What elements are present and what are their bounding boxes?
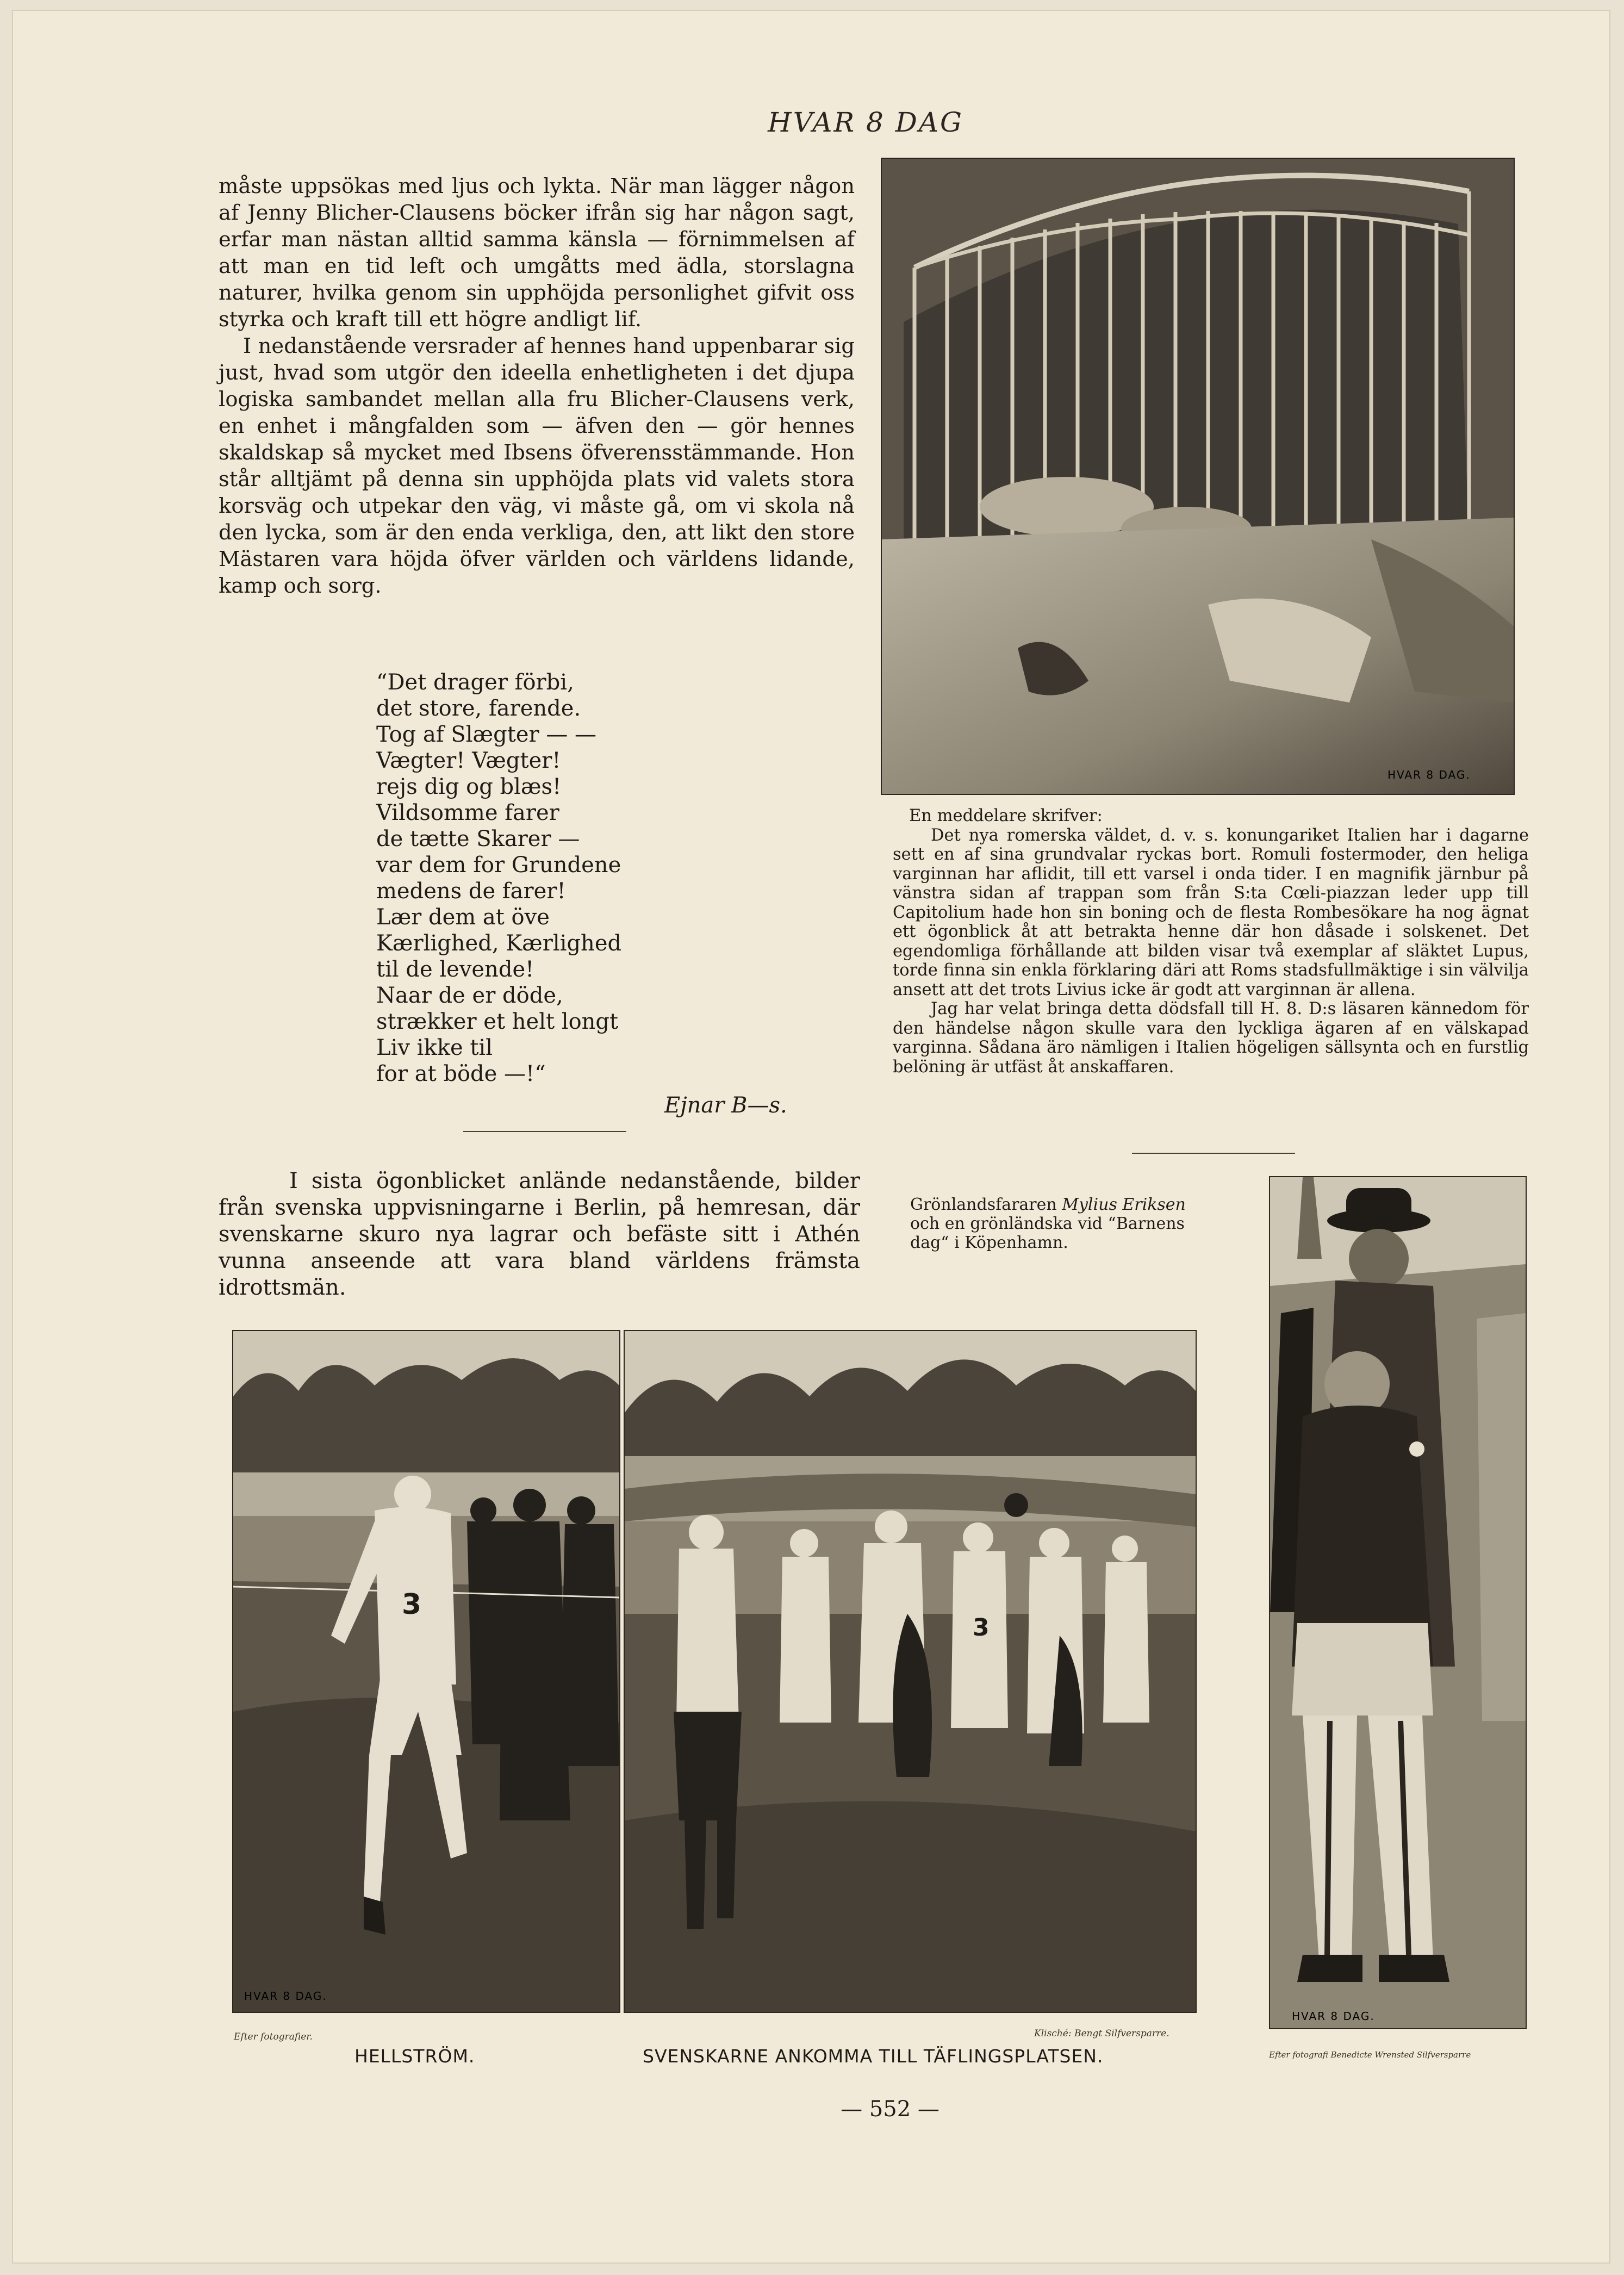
greenland-photo-watermark: HVAR 8 DAG. [1292,2010,1375,2023]
poem-line: for at böde —!“ [376,1061,546,1086]
running-head: HVAR 8 DAG [768,107,963,138]
photo-wolf-cage [881,158,1515,795]
poem-line: til de levende! [376,957,534,982]
svenskarne-illustration [625,1331,1196,2012]
caption-hellstrom: HELLSTRÖM. [354,2046,475,2067]
article-text [219,173,855,599]
letter-text [893,806,1529,1077]
greenland-illustration [1270,1177,1526,2028]
poem-line: Lær dem at öve [376,905,550,930]
poem-line: “Det drager förbi, [376,670,574,695]
article-paragraph: I nedanstående versrader af hennes hand uppenbarar sig just, hvad som utgör den ideella enhetligheten i det djupa logiska sambandet mellan alla fru Blicher-Clausens verk, en enhet i mångfalden som — äfven den — gör hennes skaldskap så mycket med Ibsens öfverensstämmande. Hon står alltjämt på denna sin upphöjda plats vid valets stora korsväg och utpekar den väg, vi måste gå, om vi skola nå den lycka, som är den enda verkliga, den, att likt den store Mästaren vara höjda öfver världen och världens lidande, kamp och sorg. [219,334,855,598]
poem-signature: Ejnar B—s. [664,1093,787,1118]
poem-line: Tog af Slægter — — [376,722,597,747]
poem-line: rejs dig og blæs! [376,774,562,799]
poem-line: strækker et helt longt [376,1009,619,1034]
lead-note: I sista ögonblicket anlände nedanstående, bilder från svenska uppvisningarne i Berlin, på hemresan, där svenskarne skuro nya lagrar och befäste sitt i Athén vunna anseende att vara bland världens främsta idrottsmän. [219,1168,860,1300]
photo-credit-left: Efter fotografier. [234,2031,313,2042]
letter-intro: En meddelare skrifver: [909,806,1103,825]
hellstrom-photo-watermark: HVAR 8 DAG. [244,1990,327,2003]
cage-photo-watermark: HVAR 8 DAG. [1387,768,1471,781]
letter-paragraph: Det nya romerska väldet, d. v. s. konungariket Italien har i dagarne sett en af sina grundvalar ryckas bort. Romuli fostermoder, den heliga varginnan har aflidit, till ett varsel i onda tider. I en magnifik järnbur på vänstra sidan af trappan som från S:ta Cœli-piazzan leder upp till Capitolium hade hon sin boning och de flesta Rombesökare ha nog ägnat ett ögonblick åt att betrakta henne där hon dåsade i solskenet. Det egendomliga förhållande att bilden visar två exemplar af släktet Lupus, torde finna sin enkla förklaring däri att Roms stadsfullmäktige i sin välvilja ansett att det trots Livius icke är godt att varginnan är allena. [893,825,1529,999]
letter-paragraph: Jag har velat bringa detta dödsfall till H. 8. D:s läsaren kännedom för den händelse någon skulle vara den lyckliga ägaren af en välskapad varginna. Sådana äro nämligen i Italien högeligen sällsynta och en furstlig belöning är utfäst åt anskaffaren. [893,999,1529,1077]
poem-line: Vægter! Vægter! [376,748,561,773]
svenskarne-runner-number: 3 [973,1614,990,1642]
photo-credit-middle: Klisché: Bengt Silfversparre. [1034,2028,1169,2039]
caption-svenskarne: SVENSKARNE ANKOMMA TILL TÄFLINGSPLATSEN. [643,2046,1104,2067]
poem [376,669,702,1087]
divider [1132,1153,1295,1154]
wolf-cage-illustration [882,159,1514,794]
photo-svenskarne [624,1330,1197,2013]
poem-line: Naar de er döde, [376,983,563,1008]
poem-line: de tætte Skarer — [376,826,580,851]
poem-line: var dem for Grundene [376,853,621,878]
article-paragraph: måste uppsökas med ljus och lykta. När man lägger någon af Jenny Blicher-Clausens böcker ifrån sig har någon sagt, erfar man nästan alltid samma känsla — förnimmelsen af att man en tid left och umgåtts med ädla, storslagna naturer, hvilka genom sin upphöjda personlighet gifvit oss styrka och kraft till ett högre andligt lif. [219,174,855,332]
divider [463,1131,626,1132]
poem-line: medens de farer! [376,879,566,904]
greenland-caption-name: Mylius Eriksen [1062,1195,1186,1214]
page-number: — 552 — [841,2097,939,2122]
photo-hellstrom [232,1330,620,2013]
poem-line: det store, farende. [376,696,581,721]
photo-greenland [1269,1176,1527,2029]
photo-credit-right: Efter fotografi Benedicte Wrensted Silfversparre [1269,2050,1471,2060]
hellstrom-illustration [233,1331,619,2012]
page [12,10,1610,2264]
poem-line: Vildsomme farer [376,800,559,825]
greenland-caption: Grönlandsfararen Mylius Eriksen och en grönländska vid “Barnens dag“ i Köpenhamn. [910,1195,1186,1252]
poem-line: Liv ikke til [376,1035,493,1060]
hellstrom-runner-number: 3 [402,1588,422,1621]
poem-line: Kærlighed, Kærlighed [376,931,622,956]
